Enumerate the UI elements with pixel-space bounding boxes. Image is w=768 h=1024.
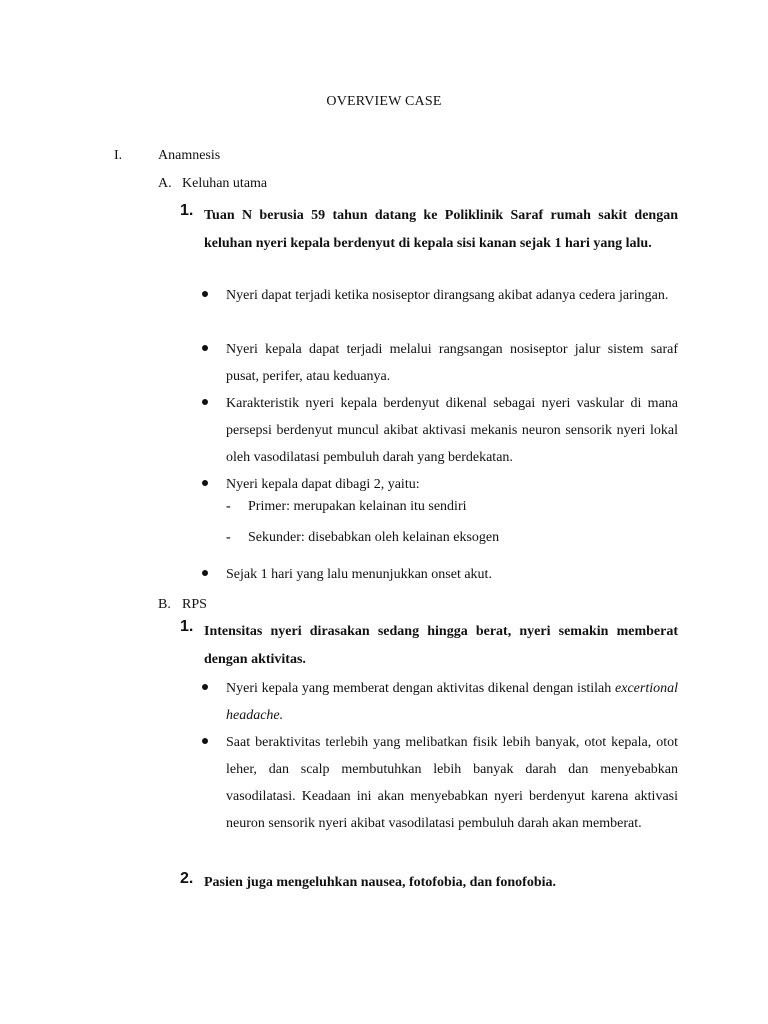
subsection-b-letter: B. [158, 597, 171, 612]
section-heading: Anamnesis [158, 148, 221, 163]
dash-list-item [200, 530, 678, 561]
list-item-italic-term: excertional headache. [226, 681, 679, 723]
bullet-dot-icon [202, 570, 208, 576]
bullet-dot-icon [202, 291, 208, 297]
document-title: OVERVIEW CASE [326, 94, 442, 109]
bullet-dot-icon [202, 738, 208, 744]
numbered-item-text: Pasien juga mengeluhkan nausea, fotofobia, dan fonofobia. [204, 875, 557, 890]
bullet-dot-icon [202, 684, 208, 690]
subsection-a-letter: A. [158, 176, 172, 191]
list-item-text: Sejak 1 hari yang lalu menunjukkan onset akut. [226, 567, 492, 582]
list-item-text: Nyeri kepala dapat terjadi melalui rangsangan nosiseptor jalur sistem saraf pusat, perifer, atau keduanya. [226, 342, 678, 384]
bullet-dot-icon [202, 480, 208, 486]
dash-marker: - [226, 499, 231, 514]
bullet-dot-icon [202, 345, 208, 351]
numbered-item-b1 [180, 619, 678, 673]
bullet-list-b1 [200, 675, 678, 865]
subsection-a-heading: Keluhan utama [182, 176, 268, 191]
numbered-item-text: Tuan N berusia 59 tahun datang ke Poliklinik Saraf rumah sakit dengan keluhan nyeri kepala berdenyut di kepala sisi kanan sejak 1 hari yang lalu. [204, 208, 678, 251]
list-item [200, 675, 678, 729]
list-item [200, 561, 678, 589]
dash-list-item [200, 499, 678, 530]
number-marker: 1. [180, 202, 194, 219]
list-item-text-plain: Nyeri kepala yang memberat dengan aktivitas dikenal dengan istilah [226, 681, 612, 696]
list-item [200, 471, 678, 499]
dash-item-text: Primer: merupakan kelainan itu sendiri [248, 499, 467, 514]
number-marker: 1. [180, 618, 194, 635]
list-item [200, 336, 678, 390]
section-number: I. [114, 148, 123, 163]
numbered-item-b2 [180, 871, 678, 897]
number-marker: 2. [180, 870, 194, 887]
dash-marker: - [226, 530, 231, 545]
subsection-b-heading: RPS [182, 597, 207, 612]
list-item-text: Nyeri kepala dapat dibagi 2, yaitu: [226, 477, 420, 492]
list-item [200, 729, 678, 865]
list-item-text: Saat beraktivitas terlebih yang melibatkan fisik lebih banyak, otot kepala, otot leher, dan scalp membutuhkan lebih banyak darah dan menyebabkan vasodilatasi. Keadaan ini akan menyebabkan nyeri berdenyut karena aktivasi neuron sensorik nyeri akibat vasodilatasi pembuluh darah akan memberat. [226, 735, 678, 831]
dash-item-text: Sekunder: disebabkan oleh kelainan eksogen [248, 530, 500, 545]
numbered-item-a1 [180, 203, 678, 257]
bullet-list-a1 [200, 282, 678, 589]
numbered-item-text: Intensitas nyeri dirasakan sedang hingga berat, nyeri semakin memberat dengan aktivitas. [204, 624, 678, 667]
list-item [200, 282, 678, 336]
list-item-text: Karakteristik nyeri kepala berdenyut dikenal sebagai nyeri vaskular di mana persepsi berdenyut muncul akibat aktivasi mekanis neuron sensorik nyeri lokal oleh vasodilatasi pembuluh darah yang berdekatan. [226, 396, 678, 465]
list-item-text [226, 675, 678, 729]
list-item [200, 390, 678, 471]
list-item-text: Nyeri dapat terjadi ketika nosiseptor dirangsang akibat adanya cedera jaringan. [226, 288, 669, 303]
bullet-dot-icon [202, 399, 208, 405]
